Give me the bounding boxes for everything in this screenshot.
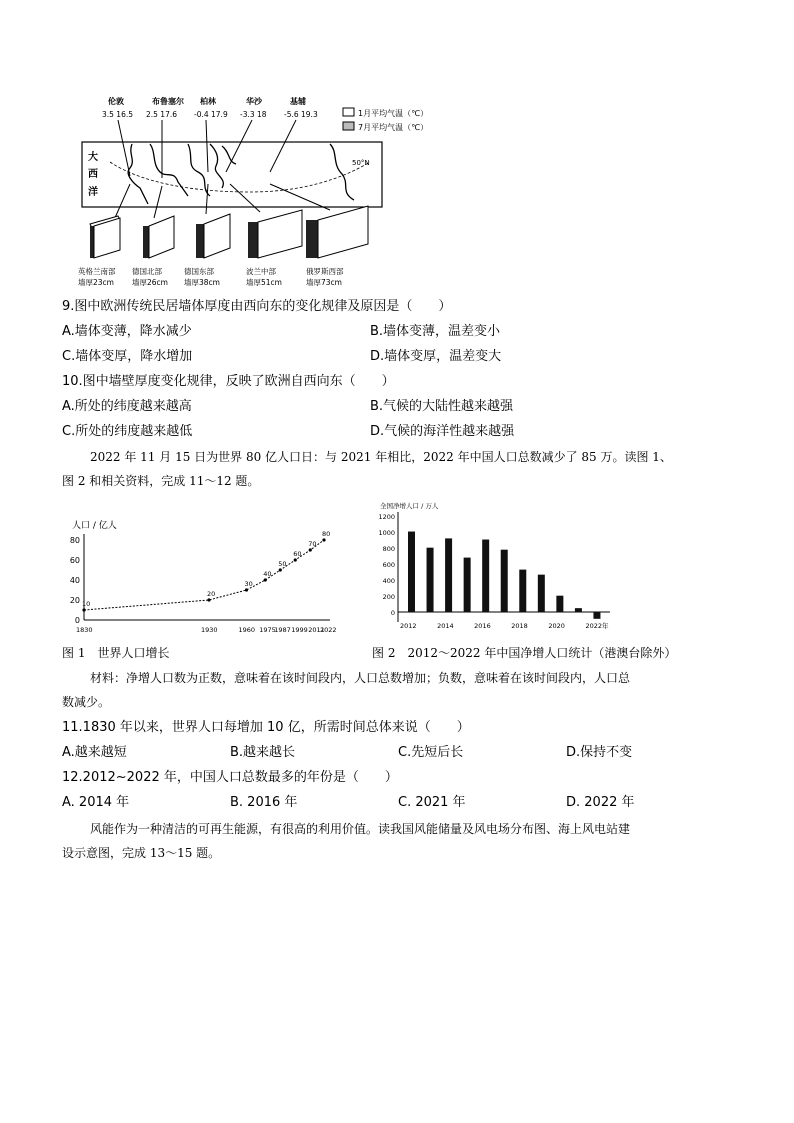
europe-wall-map-figure bbox=[70, 92, 460, 292]
fig2-bar-2014 bbox=[445, 538, 452, 612]
wall-block-5 bbox=[306, 206, 368, 258]
fig2-y-tick-label: 400 bbox=[382, 577, 395, 585]
ocean-char-3: 洋 bbox=[88, 187, 98, 198]
material-line-2: 数减少。 bbox=[62, 695, 111, 709]
fig1-data-point bbox=[279, 568, 282, 571]
city-temps-4: -3.3 18 bbox=[240, 110, 267, 119]
fig1-y-axis-label: 人口 / 亿人 bbox=[72, 521, 117, 531]
legend-jan-label: 1月平均气温（℃） bbox=[358, 109, 429, 118]
latitude-label: 50°N bbox=[352, 159, 370, 167]
fig1-y-tick-label: 80 bbox=[69, 536, 80, 545]
q12-option-d[interactable]: D. 2022 年 bbox=[566, 795, 635, 810]
fig1-point-label: 20 bbox=[207, 590, 216, 598]
fig2-x-tick-label: 2016 bbox=[474, 622, 491, 630]
fig2-bar-2012 bbox=[408, 532, 415, 612]
fig2-x-tick-label: 2012 bbox=[400, 622, 417, 630]
fig2-y-tick-label: 1000 bbox=[378, 529, 395, 537]
wall-place-3: 德国东部 bbox=[184, 267, 214, 276]
wall-thickness-3: 墙厚38cm bbox=[184, 278, 220, 287]
fig1-point-label: 50 bbox=[278, 560, 287, 568]
ocean-char-2: 西 bbox=[88, 169, 98, 180]
wall-block-4 bbox=[248, 210, 302, 258]
city-name-4: 华沙 bbox=[246, 97, 262, 106]
fig1-data-point bbox=[264, 578, 267, 581]
fig1-data-point bbox=[294, 558, 297, 561]
wall-block-2 bbox=[143, 216, 174, 258]
wall-place-4: 波兰中部 bbox=[246, 267, 276, 276]
fig2-y-tick-label: 600 bbox=[382, 561, 395, 569]
intro-paragraph-1-line-1: 2022 年 11 月 15 日为世界 80 亿人口日：与 2021 年相比，2022 年中国人口总数减少了 85 万。读图 1、 bbox=[90, 450, 672, 464]
fig1-data-point bbox=[322, 538, 325, 541]
fig2-y-tick-label: 1200 bbox=[378, 513, 395, 521]
fig1-x-tick-label: 1960 bbox=[238, 626, 256, 634]
q9-stem: 9.图中欧洲传统民居墙体厚度由西向东的变化规律及原因是（ ） bbox=[62, 299, 452, 314]
city-temps-5: -5.6 19.3 bbox=[284, 110, 318, 119]
fig2-bar-2016 bbox=[482, 540, 489, 612]
figure-2-caption: 图 2 2012～2022 年中国净增人口统计（港澳台除外） bbox=[372, 646, 677, 660]
fig1-x-tick-label: 1975 bbox=[259, 626, 276, 634]
fig1-y-tick-label: 0 bbox=[74, 616, 80, 625]
wall-thickness-4: 墙厚51cm bbox=[246, 278, 282, 287]
fig2-bar-2018 bbox=[519, 570, 526, 612]
fig1-series-line bbox=[84, 540, 324, 610]
q12-option-a[interactable]: A. 2014 年 bbox=[62, 795, 130, 810]
fig1-point-label: 30 bbox=[244, 580, 253, 588]
fig1-data-point bbox=[82, 608, 85, 611]
fig1-x-tick-label: 2011 bbox=[308, 626, 325, 634]
fig1-x-tick-label: 2022 bbox=[320, 626, 337, 634]
q9-option-c[interactable]: C.墙体变厚，降水增加 bbox=[62, 349, 193, 364]
q12-stem: 12.2012~2022 年，中国人口总数最多的年份是（ ） bbox=[62, 770, 398, 785]
q11-stem: 11.1830 年以来，世界人口每增加 10 亿，所需时间总体来说（ ） bbox=[62, 720, 470, 735]
intro-paragraph-2-line-2: 设示意图，完成 13～15 题。 bbox=[62, 846, 221, 860]
fig1-data-point bbox=[207, 598, 210, 601]
fig2-x-tick-label: 2014 bbox=[437, 622, 454, 630]
fig2-bar-2013 bbox=[427, 548, 434, 612]
fig2-x-tick-label: 2022年 bbox=[585, 622, 609, 630]
wall-thickness-5: 墙厚73cm bbox=[306, 278, 342, 287]
map-frame bbox=[82, 142, 382, 207]
fig2-y-tick-label: 0 bbox=[390, 609, 395, 617]
fig2-y-axis-label: 全国净增人口 / 万人 bbox=[380, 502, 439, 510]
legend-jul-label: 7月平均气温（℃） bbox=[358, 123, 429, 132]
fig1-point-label: 60 bbox=[293, 550, 302, 558]
material-line-1: 材料：净增人口数为正数，意味着在该时间段内，人口总数增加；负数，意味着在该时间段内，人口总 bbox=[90, 671, 631, 685]
intro-paragraph-2-line-1: 风能作为一种清洁的可再生能源，有很高的利用价值。读我国风能储量及风电场分布图、海上风电站建 bbox=[90, 822, 631, 836]
q11-option-a[interactable]: A.越来越短 bbox=[62, 745, 127, 760]
q10-stem: 10.图中墙壁厚度变化规律，反映了欧洲自西向东（ ） bbox=[62, 374, 395, 389]
fig1-x-tick-label: 1830 bbox=[76, 626, 93, 634]
q10-option-b[interactable]: B.气候的大陆性越来越强 bbox=[370, 399, 514, 414]
fig1-data-point bbox=[309, 548, 312, 551]
fig2-x-tick-label: 2020 bbox=[548, 622, 565, 630]
fig2-bar-2021 bbox=[575, 608, 582, 612]
q11-option-d[interactable]: D.保持不变 bbox=[566, 745, 633, 760]
world-population-chart bbox=[62, 518, 342, 636]
city-name-3: 柏林 bbox=[200, 97, 216, 106]
fig2-bar-2022 bbox=[593, 612, 600, 619]
city-name-5: 基辅 bbox=[290, 97, 306, 106]
city-temps-1: 3.5 16.5 bbox=[102, 110, 134, 119]
q9-option-a[interactable]: A.墙体变薄，降水减少 bbox=[62, 324, 192, 339]
fig1-y-tick-label: 20 bbox=[69, 596, 80, 605]
fig2-x-tick-label: 2018 bbox=[511, 622, 528, 630]
q12-option-b[interactable]: B. 2016 年 bbox=[230, 795, 298, 810]
fig1-x-tick-label: 1930 bbox=[201, 626, 218, 634]
china-net-population-chart bbox=[370, 500, 620, 636]
fig2-y-tick-label: 200 bbox=[382, 593, 395, 601]
q11-option-c[interactable]: C.先短后长 bbox=[398, 745, 464, 760]
fig2-bar-2019 bbox=[538, 575, 545, 612]
fig1-point-label: 70 bbox=[308, 540, 317, 548]
figure-1-caption: 图 1 世界人口增长 bbox=[62, 646, 170, 660]
fig1-point-label: 80 bbox=[322, 530, 331, 538]
fig1-data-point bbox=[245, 588, 248, 591]
fig1-y-tick-label: 60 bbox=[69, 556, 80, 565]
city-name-2: 布鲁塞尔 bbox=[152, 97, 184, 106]
fig1-y-tick-label: 40 bbox=[69, 576, 80, 585]
ocean-char-1: 大 bbox=[88, 152, 98, 163]
intro-paragraph-1-line-2: 图 2 和相关资料，完成 11～12 题。 bbox=[62, 474, 260, 488]
legend-jul-swatch bbox=[343, 122, 354, 130]
fig2-y-tick-label: 800 bbox=[382, 545, 395, 553]
city-temps-2: 2.5 17.6 bbox=[146, 110, 178, 119]
q10-option-a[interactable]: A.所处的纬度越来越高 bbox=[62, 399, 192, 414]
fig2-bar-2020 bbox=[556, 596, 563, 612]
fig2-bar-2017 bbox=[501, 550, 508, 612]
wall-thickness-1: 墙厚23cm bbox=[78, 278, 114, 287]
fig1-x-tick-label: 1987 bbox=[274, 626, 291, 634]
wall-place-5: 俄罗斯西部 bbox=[306, 267, 344, 276]
wall-block-1 bbox=[90, 216, 120, 258]
wall-thickness-2: 墙厚26cm bbox=[132, 278, 168, 287]
q11-option-b[interactable]: B.越来越长 bbox=[230, 745, 296, 760]
q12-option-c[interactable]: C. 2021 年 bbox=[398, 795, 466, 810]
wall-place-2: 德国北部 bbox=[132, 267, 162, 276]
q10-option-d[interactable]: D.气候的海洋性越来越强 bbox=[370, 424, 515, 439]
city-name-1: 伦敦 bbox=[108, 97, 124, 106]
fig1-x-tick-label: 1999 bbox=[291, 626, 308, 634]
city-temps-3: -0.4 17.9 bbox=[194, 110, 228, 119]
q9-option-b[interactable]: B.墙体变薄，温差变小 bbox=[370, 324, 501, 339]
fig1-point-label: 40 bbox=[263, 570, 272, 578]
q10-option-c[interactable]: C.所处的纬度越来越低 bbox=[62, 424, 193, 439]
legend-jan-swatch bbox=[343, 108, 354, 116]
fig2-bar-2015 bbox=[464, 558, 471, 612]
q9-option-d[interactable]: D.墙体变厚，温差变大 bbox=[370, 349, 502, 364]
wall-blocks bbox=[90, 206, 368, 258]
wall-block-3 bbox=[196, 214, 230, 258]
fig1-point-label: 10 bbox=[82, 600, 91, 608]
wall-place-1: 英格兰南部 bbox=[78, 267, 116, 276]
